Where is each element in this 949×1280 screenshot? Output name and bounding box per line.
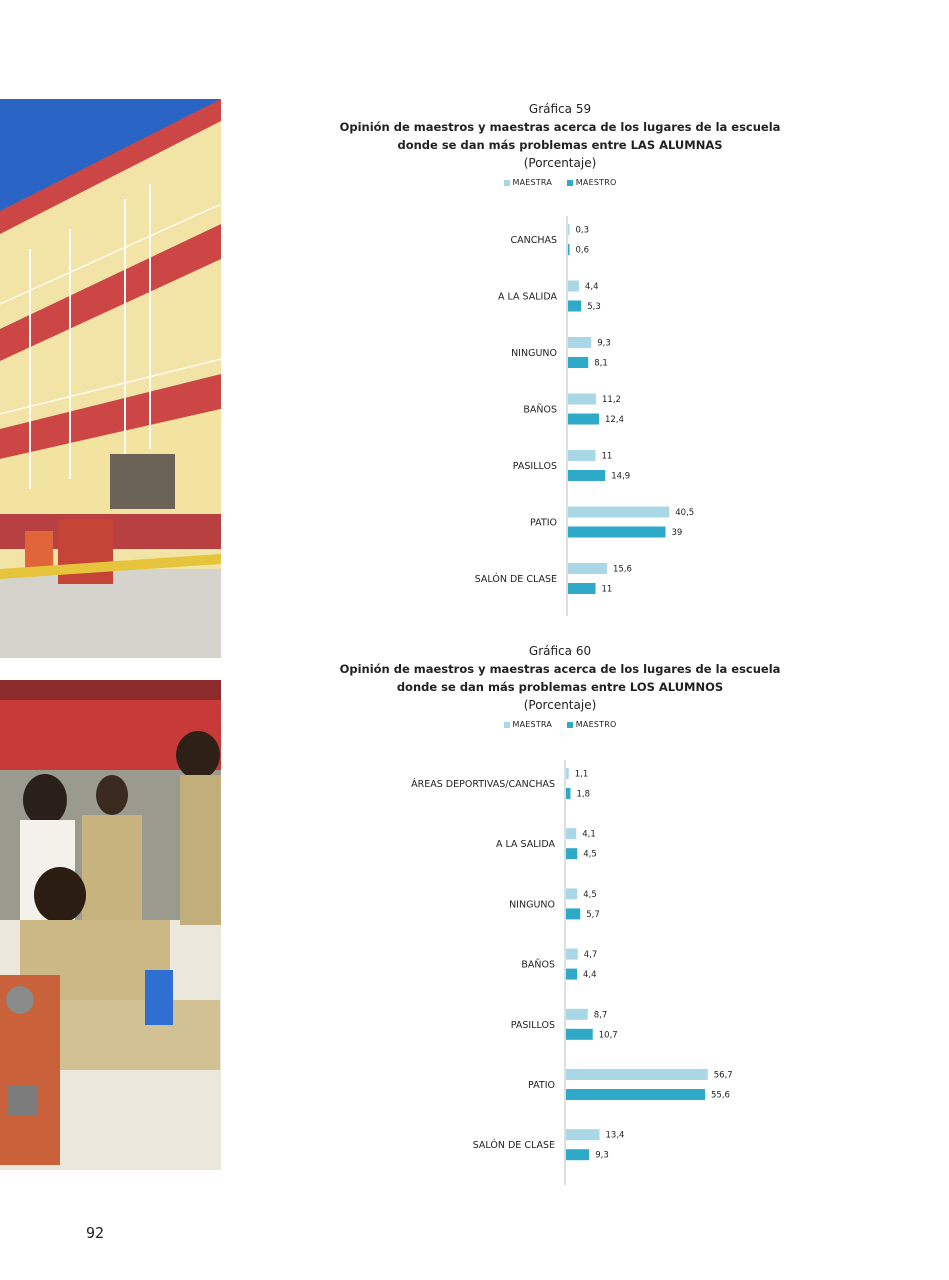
data-label: 11 [601,451,613,462]
data-label: 8,1 [594,358,608,369]
chart-59 [300,100,820,620]
bar-maestra [568,337,591,348]
legend-swatch [567,722,573,728]
data-label: 1,8 [576,789,591,800]
data-label: 4,4 [583,970,597,981]
bar-maestra [566,828,576,839]
bar-maestra [566,1129,600,1140]
legend-item-maestro [567,178,617,187]
data-label: 1,1 [574,769,589,780]
bar-maestro [568,301,581,312]
bar-maestro [568,244,570,255]
bar-maestro [568,414,599,425]
bar-maestra [568,281,579,292]
data-label: 5,3 [587,302,601,312]
school-building-photo [0,99,221,658]
legend-label: MAESTRO [575,178,617,187]
legend-item-maestra [504,178,553,187]
data-label: 10,7 [598,1030,618,1041]
legend-label: MAESTRA [512,178,553,187]
data-label: 40,5 [675,508,695,518]
category-label: PATIO [528,1080,555,1091]
category-label: CANCHAS [510,235,557,246]
data-label: 8,7 [593,1010,608,1021]
bar-maestro [568,470,605,481]
category-label: A LA SALIDA [498,291,557,303]
chart-unit: (Porcentaje) [523,698,597,712]
page-number: 92 [86,1224,105,1242]
bar-maestra [568,450,596,461]
bar-maestra [566,1009,588,1020]
bar-maestra [568,394,596,405]
data-label: 13,4 [605,1130,625,1141]
data-label: 4,4 [585,282,599,292]
chart-title-line1: Opinión de maestros y maestras acerca de los lugares de la escuela [339,120,781,134]
data-label: 12,4 [605,415,624,425]
category-label: ÁREAS DEPORTIVAS/CANCHAS [411,779,555,790]
data-label: 15,6 [613,564,632,575]
legend-item-maestro [567,720,617,729]
data-label: 0,3 [575,225,590,236]
legend-item-maestra [504,720,553,729]
category-label: PASILLOS [512,461,557,472]
bar-maestro [568,527,666,538]
data-label: 4,5 [583,849,597,860]
data-label: 4,7 [583,950,598,961]
bar-maestro [566,1149,589,1160]
chart-unit: (Porcentaje) [523,156,597,170]
chart-number: Gráfica 59 [528,102,592,116]
data-label: 9,3 [595,1150,609,1161]
legend-swatch [504,180,510,186]
bar-plot [300,216,820,616]
legend-swatch [504,722,510,728]
chart-60 [300,642,820,1187]
category-label: PATIO [530,517,557,529]
bar-maestra [566,888,577,899]
bar-maestro [566,848,577,859]
bar-maestro [566,1029,593,1040]
bar-maestra [566,949,578,960]
data-label: 0,6 [575,245,590,256]
data-label: 11,2 [602,395,621,405]
data-label: 14,9 [611,471,631,482]
bar-maestro [566,908,580,919]
data-label: 4,5 [583,889,597,900]
category-label: BAÑOS [521,959,555,971]
data-label: 56,7 [713,1070,733,1081]
legend-label: MAESTRO [575,720,617,729]
data-label: 5,7 [586,909,600,920]
data-label: 4,1 [582,829,596,840]
bar-maestro [566,788,571,799]
bar-maestra [568,224,570,235]
category-label: SALÓN DE CLASE [474,574,557,585]
bar-maestra [568,507,669,518]
legend-label: MAESTRA [512,720,553,729]
chart-title-line2: donde se dan más problemas entre LOS ALUMNOS [396,680,724,694]
data-label: 9,3 [597,338,611,349]
chart-number: Gráfica 60 [528,644,592,658]
chart-legend [300,178,820,187]
data-label: 11 [601,584,613,595]
category-label: A LA SALIDA [496,839,555,851]
chart-title-line2: donde se dan más problemas entre LAS ALUMNAS [397,138,723,152]
bar-maestra [568,563,607,574]
chart-title-line1: Opinión de maestros y maestras acerca de los lugares de la escuela [339,662,781,676]
category-label: SALÓN DE CLASE [472,1140,555,1152]
chart-legend [300,720,820,729]
bar-plot [300,760,820,1185]
data-label: 39 [671,528,683,538]
bar-maestro [566,1089,705,1100]
category-label: NINGUNO [511,348,557,359]
category-label: BAÑOS [523,404,557,416]
bar-maestra [566,1069,708,1080]
legend-swatch [567,180,573,186]
category-label: PASILLOS [510,1019,555,1031]
students-photo [0,680,221,1170]
data-label: 55,6 [711,1090,730,1101]
bar-maestro [566,969,577,980]
category-label: NINGUNO [509,899,555,911]
bar-maestro [568,583,596,594]
bar-maestra [566,768,569,779]
bar-maestro [568,357,588,368]
